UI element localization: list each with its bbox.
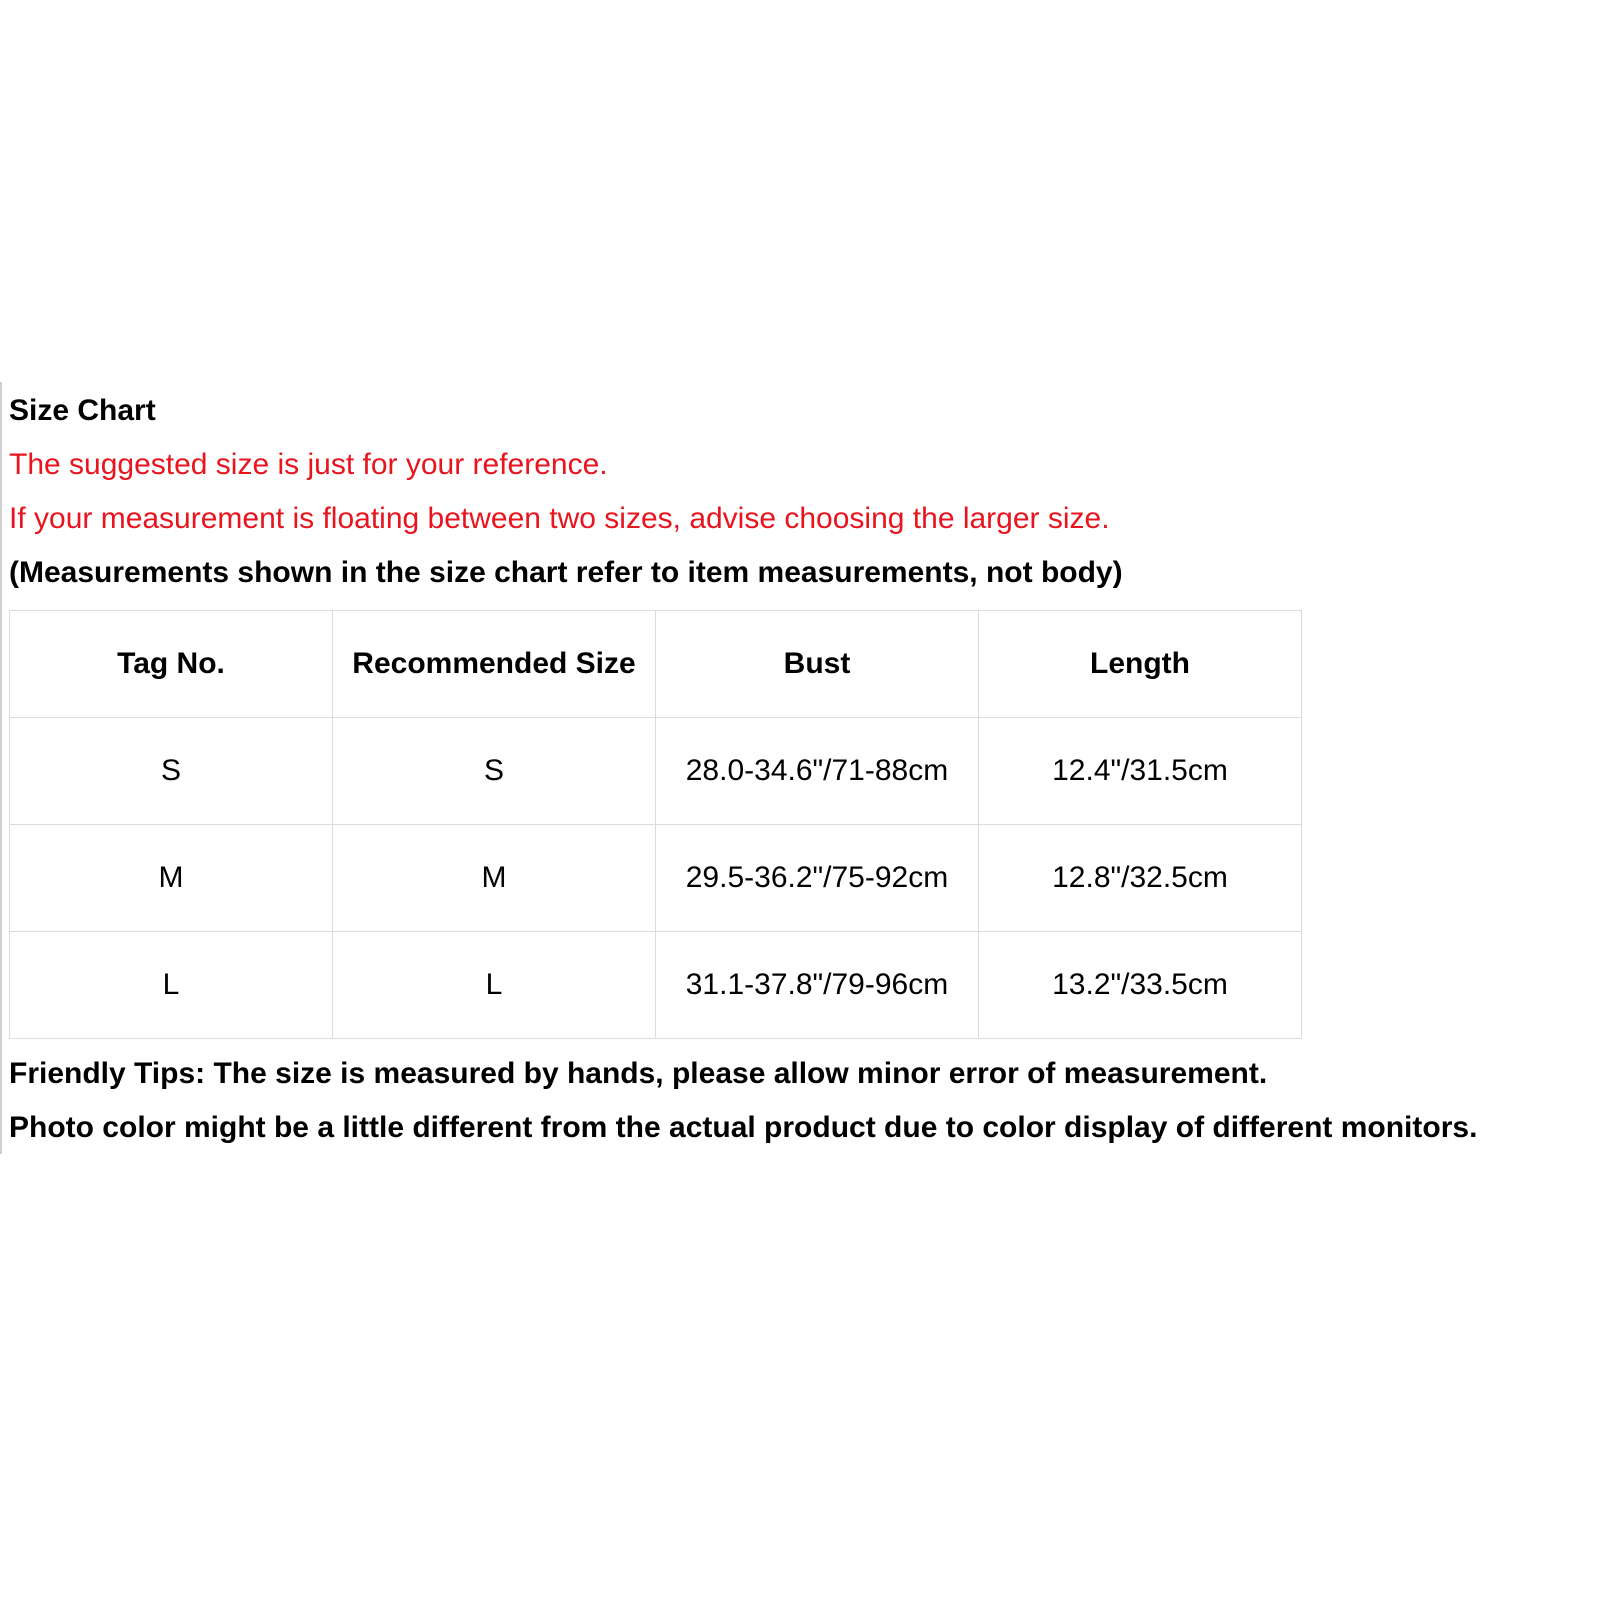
cell-length: 12.8"/32.5cm bbox=[979, 825, 1302, 932]
header-recommended-size: Recommended Size bbox=[333, 611, 656, 718]
header-bust: Bust bbox=[656, 611, 979, 718]
cell-length: 13.2"/33.5cm bbox=[979, 932, 1302, 1039]
table-row bbox=[10, 718, 1302, 825]
cell-recommended-size: L bbox=[333, 932, 656, 1039]
header-tag-no: Tag No. bbox=[10, 611, 333, 718]
measurement-disclaimer: (Measurements shown in the size chart refer to item measurements, not body) bbox=[9, 556, 1123, 589]
cell-bust: 29.5-36.2"/75-92cm bbox=[656, 825, 979, 932]
cell-tag-no: M bbox=[10, 825, 333, 932]
cell-tag-no: L bbox=[10, 932, 333, 1039]
left-edge-divider bbox=[0, 382, 2, 1154]
page-title: Size Chart bbox=[9, 394, 156, 427]
friendly-tip: Friendly Tips: The size is measured by hands, please allow minor error of measurement. bbox=[9, 1057, 1268, 1090]
table-row bbox=[10, 932, 1302, 1039]
table-header-row bbox=[10, 611, 1302, 718]
photo-color-tip: Photo color might be a little different from the actual product due to color display of different monitors. bbox=[9, 1111, 1478, 1144]
cell-tag-no: S bbox=[10, 718, 333, 825]
cell-bust: 31.1-37.8"/79-96cm bbox=[656, 932, 979, 1039]
size-table bbox=[9, 610, 1302, 1039]
header-length: Length bbox=[979, 611, 1302, 718]
size-chart-panel bbox=[9, 384, 1599, 1155]
table-row bbox=[10, 825, 1302, 932]
cell-length: 12.4"/31.5cm bbox=[979, 718, 1302, 825]
sizing-advice-note: If your measurement is floating between two sizes, advise choosing the larger size. bbox=[9, 502, 1110, 535]
cell-recommended-size: M bbox=[333, 825, 656, 932]
reference-note: The suggested size is just for your reference. bbox=[9, 448, 608, 481]
cell-bust: 28.0-34.6"/71-88cm bbox=[656, 718, 979, 825]
cell-recommended-size: S bbox=[333, 718, 656, 825]
